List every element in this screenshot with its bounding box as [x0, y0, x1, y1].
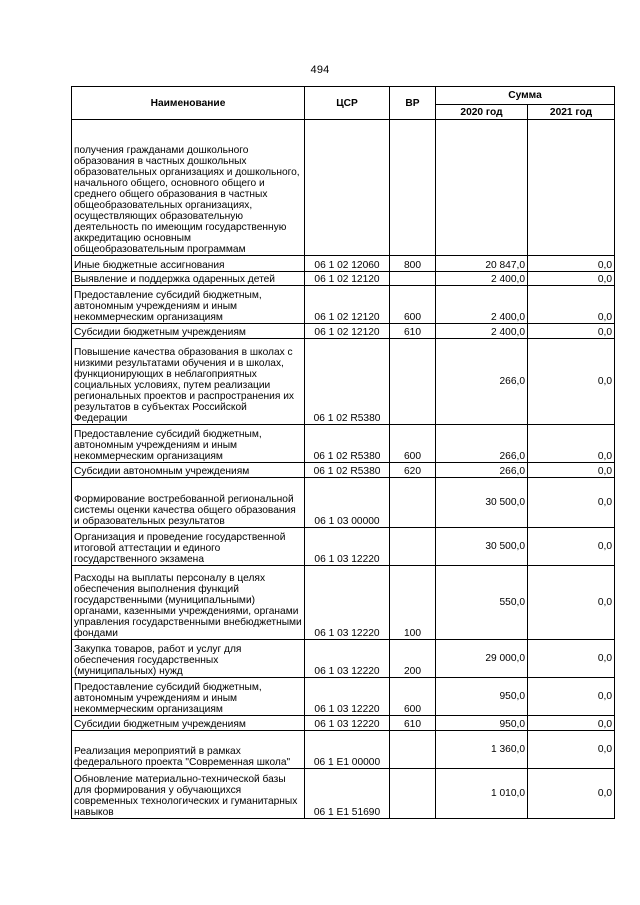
header-csr: ЦСР: [305, 87, 390, 120]
row-vr: 100: [390, 566, 436, 640]
table-row: [72, 478, 615, 528]
row-sum-2021: 0,0: [528, 678, 615, 716]
row-csr: 06 1 02 12120: [305, 324, 390, 339]
row-sum-2020: 1 010,0: [436, 769, 528, 819]
row-sum-2020: 950,0: [436, 678, 528, 716]
table-row: [72, 256, 615, 272]
row-sum-2020: [436, 120, 528, 256]
row-vr: 610: [390, 324, 436, 339]
header-name: Наименование: [72, 87, 305, 120]
header-sum: Сумма: [436, 87, 615, 105]
row-vr: 610: [390, 716, 436, 731]
row-sum-2020: 950,0: [436, 716, 528, 731]
row-name: Расходы на выплаты персоналу в целях обеспечения выполнения функций государственными (муниципальными) органами, казенными учреждениями, органами управления государственными внебюджетными фондами: [72, 566, 305, 640]
table-row: [72, 425, 615, 463]
table-row: [72, 528, 615, 566]
table-row: [72, 463, 615, 478]
row-sum-2020: 550,0: [436, 566, 528, 640]
row-sum-2021: 0,0: [528, 324, 615, 339]
row-vr: 600: [390, 286, 436, 324]
row-name: Предоставление субсидий бюджетным, автономным учреждениям и иным некоммерческим организациям: [72, 678, 305, 716]
table-row: [72, 324, 615, 339]
row-sum-2021: 0,0: [528, 640, 615, 678]
table-row: [72, 339, 615, 425]
row-sum-2021: 0,0: [528, 716, 615, 731]
row-csr: 06 1 03 00000: [305, 478, 390, 528]
table-row: [72, 272, 615, 286]
row-csr: 06 1 03 12220: [305, 566, 390, 640]
table-row: [72, 731, 615, 769]
row-vr: 600: [390, 425, 436, 463]
row-vr: [390, 731, 436, 769]
row-csr: [305, 120, 390, 256]
row-name: Организация и проведение государственной итоговой аттестации и единого государственного экзамена: [72, 528, 305, 566]
row-name: Реализация мероприятий в рамках федерального проекта "Современная школа": [72, 731, 305, 769]
row-name: получения гражданами дошкольного образования в частных дошкольных образовательных организациях и дошкольного, начального общего, основного общего и среднего общего образования в частных общеобразовательных организациях, осуществляющих образовательную деятельность по имеющим государственную аккредитацию основным общеобразовательным программам: [72, 120, 305, 256]
row-sum-2021: 0,0: [528, 566, 615, 640]
row-csr: 06 1 02 12120: [305, 286, 390, 324]
table-header-row: [72, 87, 615, 105]
row-sum-2020: 29 000,0: [436, 640, 528, 678]
row-sum-2020: 266,0: [436, 425, 528, 463]
row-csr: 06 1 03 12220: [305, 678, 390, 716]
row-name: Иные бюджетные ассигнования: [72, 256, 305, 272]
header-year-2021: 2021 год: [528, 105, 615, 120]
table-row: [72, 678, 615, 716]
row-sum-2020: 266,0: [436, 463, 528, 478]
row-sum-2020: 266,0: [436, 339, 528, 425]
row-sum-2020: 20 847,0: [436, 256, 528, 272]
row-sum-2021: [528, 120, 615, 256]
row-sum-2021: 0,0: [528, 528, 615, 566]
row-sum-2021: 0,0: [528, 425, 615, 463]
row-name: Субсидии бюджетным учреждениям: [72, 716, 305, 731]
table-row: [72, 640, 615, 678]
row-name: Выявление и поддержка одаренных детей: [72, 272, 305, 286]
row-csr: 06 1 02 R5380: [305, 425, 390, 463]
row-sum-2020: 30 500,0: [436, 528, 528, 566]
row-name: Предоставление субсидий бюджетным, автономным учреждениям и иным некоммерческим организациям: [72, 286, 305, 324]
row-sum-2021: 0,0: [528, 731, 615, 769]
table-row: [72, 286, 615, 324]
row-csr: 06 1 02 12060: [305, 256, 390, 272]
row-vr: 200: [390, 640, 436, 678]
row-sum-2021: 0,0: [528, 339, 615, 425]
row-csr: 06 1 E1 00000: [305, 731, 390, 769]
row-name: Субсидии автономным учреждениям: [72, 463, 305, 478]
row-vr: [390, 478, 436, 528]
table-row: [72, 566, 615, 640]
row-csr: 06 1 02 R5380: [305, 463, 390, 478]
row-sum-2021: 0,0: [528, 272, 615, 286]
row-csr: 06 1 03 12220: [305, 640, 390, 678]
row-name: Закупка товаров, работ и услуг для обеспечения государственных (муниципальных) нужд: [72, 640, 305, 678]
row-csr: 06 1 03 12220: [305, 528, 390, 566]
row-vr: 600: [390, 678, 436, 716]
row-sum-2020: 2 400,0: [436, 272, 528, 286]
table-row: [72, 716, 615, 731]
row-name: Предоставление субсидий бюджетным, автономным учреждениям и иным некоммерческим организациям: [72, 425, 305, 463]
row-vr: 800: [390, 256, 436, 272]
row-vr: [390, 339, 436, 425]
row-vr: 620: [390, 463, 436, 478]
row-vr: [390, 769, 436, 819]
row-sum-2020: 30 500,0: [436, 478, 528, 528]
header-vr: ВР: [390, 87, 436, 120]
row-csr: 06 1 E1 51690: [305, 769, 390, 819]
row-csr: 06 1 03 12220: [305, 716, 390, 731]
row-vr: [390, 528, 436, 566]
header-year-2020: 2020 год: [436, 105, 528, 120]
table-row: [72, 769, 615, 819]
row-name: Обновление материально-технической базы для формирования у обучающихся современных технологических и гуманитарных навыков: [72, 769, 305, 819]
row-name: Повышение качества образования в школах с низкими результатами обучения и в школах, функционирующих в неблагоприятных социальных условиях, путем реализации региональных проектов и распространения их результатов в субъектах Российской Федерации: [72, 339, 305, 425]
row-sum-2021: 0,0: [528, 478, 615, 528]
row-name: Формирование востребованной региональной системы оценки качества общего образования и образовательных результатов: [72, 478, 305, 528]
row-sum-2020: 2 400,0: [436, 286, 528, 324]
row-sum-2020: 1 360,0: [436, 731, 528, 769]
row-sum-2021: 0,0: [528, 256, 615, 272]
row-sum-2021: 0,0: [528, 286, 615, 324]
table-row: [72, 120, 615, 256]
row-sum-2020: 2 400,0: [436, 324, 528, 339]
row-csr: 06 1 02 12120: [305, 272, 390, 286]
budget-table: [71, 86, 615, 819]
row-sum-2021: 0,0: [528, 769, 615, 819]
row-vr: [390, 120, 436, 256]
row-vr: [390, 272, 436, 286]
row-sum-2021: 0,0: [528, 463, 615, 478]
page-number: 494: [310, 64, 330, 76]
row-name: Субсидии бюджетным учреждениям: [72, 324, 305, 339]
row-csr: 06 1 02 R5380: [305, 339, 390, 425]
